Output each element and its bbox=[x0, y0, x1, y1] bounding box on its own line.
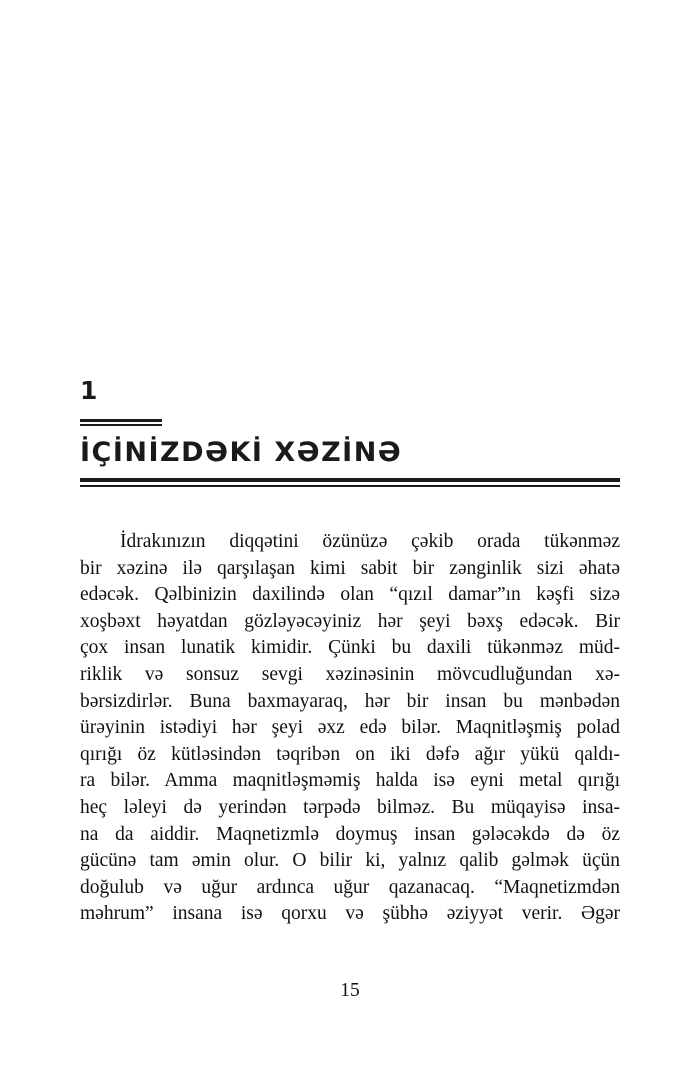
text-line: qırığı öz kütləsindən təqribən on iki dəfə ağır yükü qaldı- bbox=[80, 743, 620, 765]
text-line: məhrum” insana isə qorxu və şübhə əziyyət verir. Əgər bbox=[80, 903, 620, 925]
text-line: doğulub və uğur ardınca uğur qazanacaq. “Maqnetizmdən bbox=[80, 876, 620, 898]
text-line: riklik və sonsuz sevgi xəzinəsinin mövcudluğundan xə- bbox=[80, 663, 620, 685]
text-line: ürəyinin istədiyi hər şeyi əxz edə bilər. Maqnitləşmiş polad bbox=[80, 717, 620, 739]
text-line: gücünə tam əmin olur. O bilir ki, yalnız qalib gəlmək üçün bbox=[80, 850, 620, 872]
text-line: bərsizdirlər. Buna baxmayaraq, hər bir insan bu mənbədən bbox=[80, 690, 620, 712]
text-line: xoşbəxt həyatdan gözləyəcəyiniz hər şeyi bəxş edəcək. Bir bbox=[80, 610, 620, 632]
text-line: heç ləleyi də yerindən tərpədə bilməz. Bu müqayisə insa- bbox=[80, 796, 620, 818]
page-number: 15 bbox=[340, 980, 360, 1001]
text-line: bir xəzinə ilə qarşılaşan kimi sabit bir zənginlik sizi əhatə bbox=[80, 557, 620, 579]
text-line: na da aiddir. Maqnetizmlə doymuş insan gələcəkdə də öz bbox=[80, 823, 620, 845]
chapter-number: 1 bbox=[80, 376, 98, 405]
chapter-title-underline bbox=[80, 478, 620, 488]
text-line: çox insan lunatik kimidir. Çünki bu daxili tükənməz müd- bbox=[80, 637, 620, 659]
chapter-number-underline bbox=[80, 419, 162, 427]
chapter-title: İÇİNİZDƏKİ XƏZİNƏ bbox=[80, 437, 403, 468]
body-text bbox=[80, 529, 620, 928]
text-line: ra bilər. Amma maqnitləşməmiş halda isə eyni metal qırığı bbox=[80, 770, 620, 792]
text-line: edəcək. Qəlbinizin daxilində olan “qızıl damar”ın kəşfi sizə bbox=[80, 584, 620, 606]
text-line: İdrakınızın diqqətini özünüzə çəkib orada tükənməz bbox=[120, 531, 620, 552]
